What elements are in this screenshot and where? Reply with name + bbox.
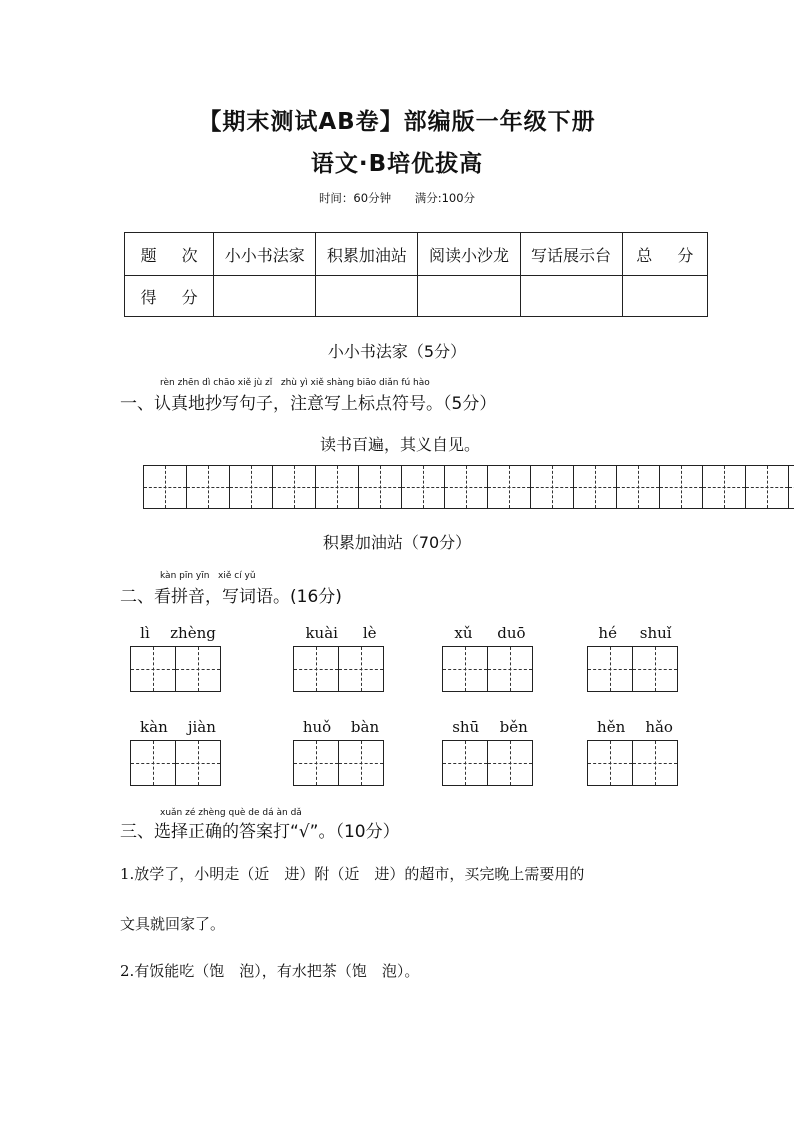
q3-question	[120, 817, 400, 842]
word-block	[587, 624, 683, 692]
score-header-accumulation: 积累加油站	[316, 233, 418, 276]
word-pinyin: hé	[598, 624, 617, 642]
word-pinyin: běn	[499, 718, 528, 736]
word-block	[293, 718, 389, 786]
word-pinyin: kuài	[305, 624, 338, 642]
word-pinyin: hěn	[597, 718, 626, 736]
q2-text: 看拼音，写词语。	[154, 587, 290, 607]
writing-cell[interactable]	[487, 465, 531, 509]
word-block	[130, 624, 226, 692]
q3-item1-line2: 文具就回家了。	[120, 915, 226, 933]
score-header-calligraphy: 小小书法家	[214, 233, 316, 276]
word-pinyin: jiàn	[187, 718, 216, 736]
writing-cell[interactable]	[573, 465, 617, 509]
writing-cell[interactable]	[745, 465, 789, 509]
score-cell[interactable]	[316, 276, 418, 317]
writing-cell[interactable]	[186, 465, 230, 509]
q3-pinyin: xuǎn zé zhèng què de dá àn dǎ	[160, 808, 302, 818]
word-pinyin: xǔ	[454, 624, 473, 642]
section1-title: 小小书法家（5分）	[327, 342, 467, 361]
q3-number: 三、	[120, 822, 154, 842]
writing-cell[interactable]	[788, 465, 794, 509]
word-block	[130, 718, 226, 786]
word-block	[293, 624, 389, 692]
word-block	[442, 718, 538, 786]
word-pinyin: bàn	[350, 718, 380, 736]
writing-cell[interactable]	[659, 465, 703, 509]
writing-cell[interactable]	[338, 646, 384, 692]
q1-text: 认真地抄写句子，注意写上标点符号。	[154, 394, 443, 414]
word-pinyin: duō	[497, 624, 526, 642]
exam-time: 时间：60分钟	[318, 191, 392, 205]
q2-score: (16分)	[290, 587, 342, 607]
q1-writing-grid[interactable]	[143, 465, 794, 509]
writing-cell[interactable]	[632, 646, 678, 692]
writing-cell[interactable]	[272, 465, 316, 509]
word-pinyin: zhèng	[170, 624, 216, 642]
q3-item1-line1: 1.放学了，小明走（近 进）附（近 进）的超市，买完晚上需要用的	[120, 865, 585, 883]
score-header-writing: 写话展示台	[520, 233, 622, 276]
q1-sentence: 读书百遍，其义自见。	[320, 435, 481, 454]
page-subtitle: 语文·B培优拔高	[310, 151, 484, 177]
exam-full-score: 满分:100分	[414, 191, 476, 205]
word-pinyin: kàn	[140, 718, 168, 736]
word-pinyin: lì	[140, 624, 150, 642]
writing-cell[interactable]	[229, 465, 273, 509]
writing-cell[interactable]	[442, 646, 488, 692]
score-cell[interactable]	[622, 276, 707, 317]
q1-question	[120, 389, 496, 414]
writing-cell[interactable]	[632, 740, 678, 786]
writing-cell[interactable]	[487, 740, 533, 786]
q1-pinyin: rèn zhēn dì chāo xiě jù zǐ zhù yì xiě shàng biāo diǎn fú hào	[160, 378, 430, 388]
score-table-header-row	[125, 233, 708, 276]
word-pinyin: shuǐ	[639, 624, 672, 642]
writing-cell[interactable]	[587, 740, 633, 786]
writing-cell[interactable]	[401, 465, 445, 509]
writing-cell[interactable]	[702, 465, 746, 509]
word-pinyin: shū	[452, 718, 480, 736]
writing-cell[interactable]	[530, 465, 574, 509]
writing-cell[interactable]	[175, 646, 221, 692]
word-pinyin: hǎo	[645, 718, 673, 736]
score-cell[interactable]	[418, 276, 520, 317]
score-header-item: 题 次	[125, 233, 214, 276]
page-title: 【期末测试AB卷】部编版一年级下册	[198, 109, 596, 135]
section2-title: 积累加油站（70分）	[322, 533, 472, 552]
writing-cell[interactable]	[175, 740, 221, 786]
writing-cell[interactable]	[616, 465, 660, 509]
score-row-label: 得 分	[125, 276, 214, 317]
q3-item2: 2.有饭能吃（饱 泡），有水把茶（饱 泡）。	[120, 962, 420, 980]
word-pinyin: lè	[362, 624, 377, 642]
writing-cell[interactable]	[444, 465, 488, 509]
score-cell[interactable]	[520, 276, 622, 317]
score-header-reading: 阅读小沙龙	[418, 233, 520, 276]
writing-cell[interactable]	[315, 465, 359, 509]
word-block	[442, 624, 538, 692]
score-header-total: 总 分	[622, 233, 707, 276]
writing-cell[interactable]	[442, 740, 488, 786]
word-pinyin: huǒ	[302, 718, 332, 736]
writing-cell[interactable]	[130, 646, 176, 692]
q2-number: 二、	[120, 587, 154, 607]
q1-score: （5分）	[443, 394, 497, 414]
q3-text: 选择正确的答案打“√”。	[154, 822, 336, 842]
exam-meta	[0, 190, 794, 206]
writing-cell[interactable]	[130, 740, 176, 786]
word-block	[587, 718, 683, 786]
q3-score: （10分）	[335, 822, 400, 842]
writing-cell[interactable]	[338, 740, 384, 786]
writing-cell[interactable]	[358, 465, 402, 509]
writing-cell[interactable]	[293, 646, 339, 692]
score-table	[124, 232, 708, 317]
score-table-score-row	[125, 276, 708, 317]
q2-question	[120, 582, 342, 607]
writing-cell[interactable]	[293, 740, 339, 786]
q1-number: 一、	[120, 394, 154, 414]
writing-cell[interactable]	[487, 646, 533, 692]
q2-pinyin: kàn pīn yīn xiě cí yǔ	[160, 571, 256, 581]
writing-cell[interactable]	[143, 465, 187, 509]
score-cell[interactable]	[214, 276, 316, 317]
writing-cell[interactable]	[587, 646, 633, 692]
